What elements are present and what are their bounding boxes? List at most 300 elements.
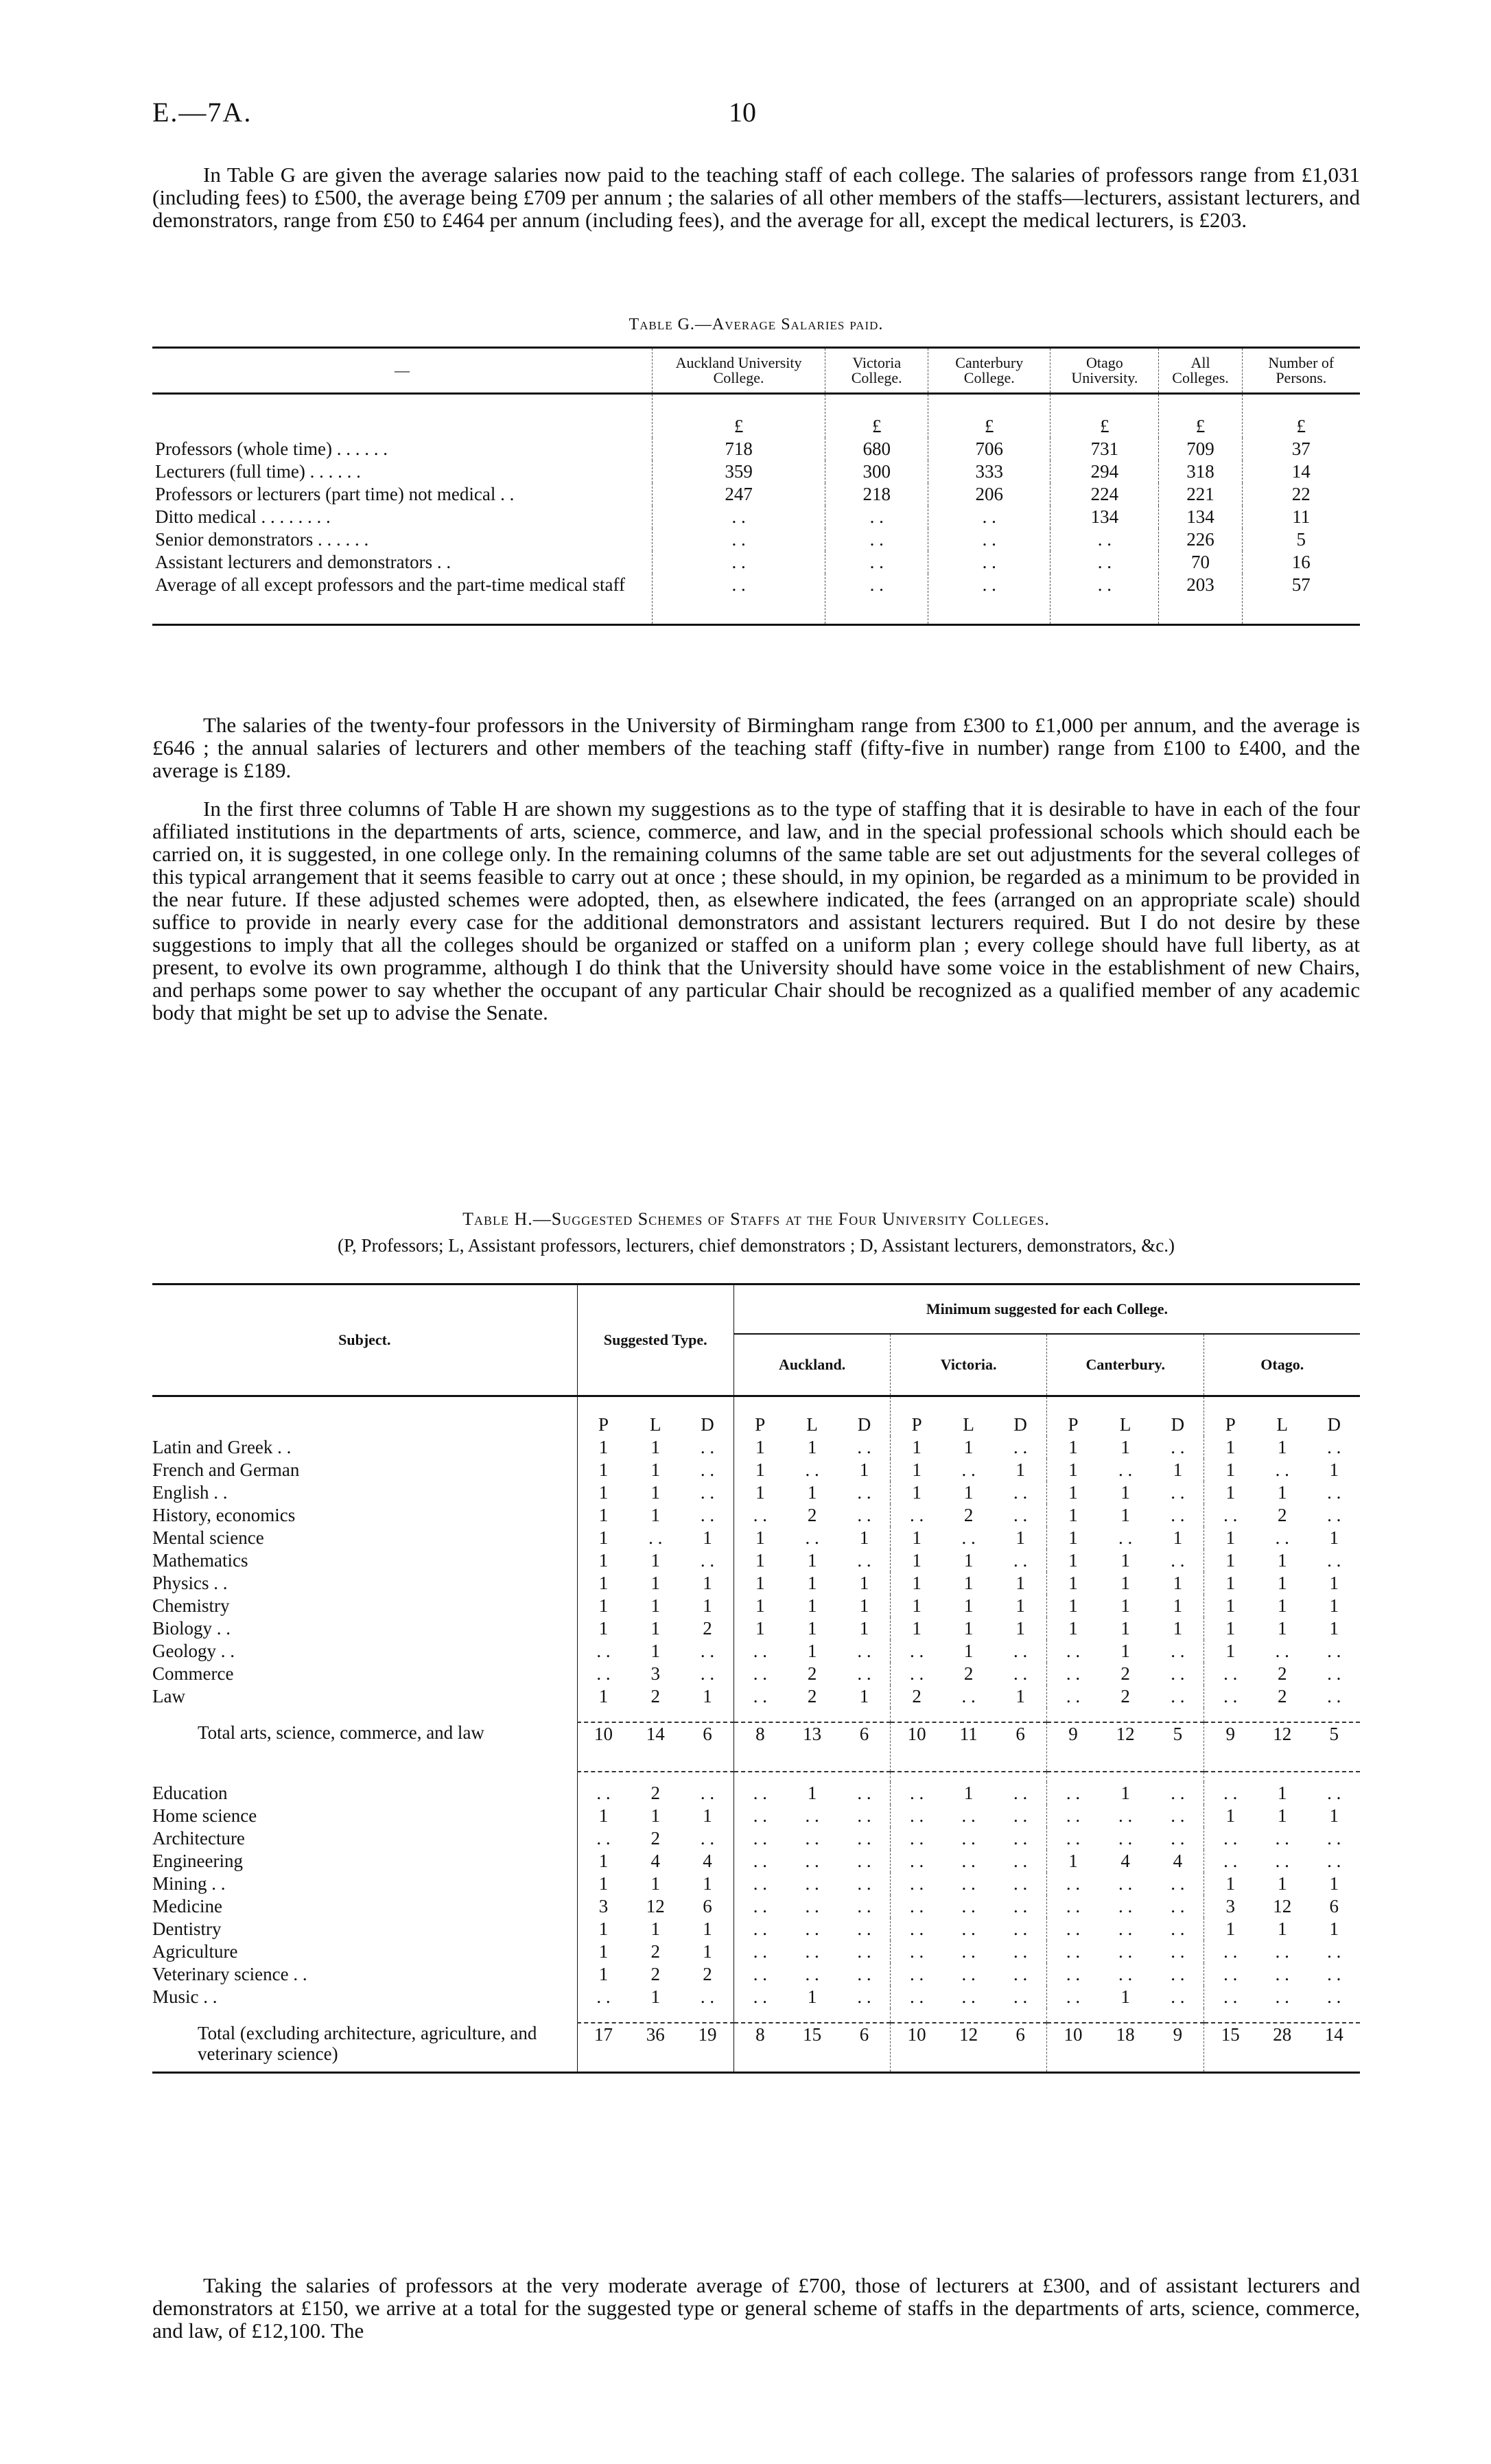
staff-count: . . — [857, 1941, 871, 1962]
staff-count: . . — [753, 1896, 767, 1916]
row-label — [152, 1772, 577, 1782]
staff-count: . . — [1327, 1851, 1341, 1871]
staff-count: . . — [961, 1851, 976, 1871]
staff-count: 1 — [912, 1595, 921, 1616]
paragraph-salary-totals: Taking the salaries of professors at the very moderate average of £700, those of lecturers at £300, and of assistant lecturers and demonstrators at £150, we arrive at a total for the suggested type or general scheme of staffs in the departments of arts, science, commerce, and law, of £12,100. The — [152, 2273, 1360, 2343]
staff-count: . . — [857, 1482, 871, 1503]
staff-count: 1 — [598, 1505, 609, 1525]
staff-count: 2 — [912, 1686, 921, 1706]
staff-count: 1 — [650, 1986, 660, 2007]
pld-label: L — [1276, 1414, 1288, 1435]
staff-count: 1 — [1225, 1527, 1235, 1548]
staff-count: 1 — [807, 1618, 817, 1639]
row-label: Mining . . — [152, 1873, 226, 1894]
table-row — [152, 1963, 1360, 1986]
staff-count: 1 — [963, 1437, 974, 1457]
staff-count: . . — [1223, 1686, 1238, 1706]
staff-count: . . — [1118, 1828, 1133, 1849]
staff-count: 1 — [1173, 1459, 1183, 1480]
staff-count: . . — [1066, 1896, 1081, 1916]
staff-count: 1 — [1015, 1595, 1025, 1616]
staff-count: . . — [961, 1459, 976, 1480]
staff-count: 1 — [1329, 1805, 1339, 1826]
staff-count: 1 — [1173, 1527, 1183, 1548]
staff-count: 1 — [1329, 1459, 1339, 1480]
staff-count: . . — [1275, 1828, 1289, 1849]
paragraph-table-h-intro: In the first three columns of Table H are shown my suggestions as to the type of staffing that it is desirable to have in each of the four affiliated institutions in the departments of arts, science, commerce, and law, and in the special professional schools which should each be carried on, it is suggested, in one college only. In the remaining columns of the same table are set out adjustments for the several colleges of this typical arrangement that it seems feasible to carry out at once ; these should, in my opinion, be regarded as a minimum to be provided in the near future. If these adjusted schemes were adopted, then, as elsewhere indicated, the fees (arranged on an appropriate scale) should suffice to provide in nearly every case for the additional demonstrators and assistant lecturers required. But I do not desire by these suggestions to imply that all the colleges should be organized or staffed on a uniform plan ; every college should have full liberty, as at present, to evolve its own programme, although I do think that the University should have some voice in the establishment of new Chairs, and perhaps some power to say whether the occupant of any particular Chair should be recognized as a qualified member of any academic body that might be set up to advise the Senate. — [152, 797, 1360, 1024]
staff-count: 1 — [1068, 1573, 1078, 1593]
staff-count: 1 — [963, 1618, 974, 1639]
staff-count: 2 — [650, 1783, 660, 1803]
staff-count: 1 — [650, 1573, 660, 1593]
staff-count: . . — [1275, 1851, 1289, 1871]
staff-count: . . — [1066, 1783, 1081, 1803]
table-row — [152, 1549, 1360, 1572]
row-label: Engineering — [152, 1851, 243, 1871]
staff-count: . . — [1275, 1986, 1289, 2007]
staff-count: 14 — [1324, 2024, 1343, 2045]
staff-count: 1 — [1120, 1482, 1130, 1503]
staff-count: 1 — [650, 1459, 660, 1480]
row-label: Chemistry — [152, 1595, 230, 1616]
row-label — [152, 1708, 577, 1722]
row-label: Biology . . — [152, 1618, 231, 1639]
table-row: Assistant lecturers and demonstrators . . . . . . . . . . 70 16 — [152, 551, 1360, 574]
staff-count: . . — [857, 1964, 871, 1984]
pld-label: P — [598, 1414, 609, 1435]
staff-count: 1 — [703, 1527, 712, 1548]
staff-count: . . — [910, 1805, 924, 1826]
staff-count: 1 — [1015, 1459, 1025, 1480]
staff-count: . . — [1118, 1527, 1133, 1548]
staff-count: 1 — [1068, 1550, 1078, 1571]
staff-count: . . — [753, 1663, 767, 1684]
table-g-header-victoria: Victoria College. — [825, 348, 928, 394]
staff-count: 1 — [1329, 1873, 1339, 1894]
staff-count: . . — [596, 1641, 611, 1661]
staff-count: 6 — [703, 1896, 712, 1916]
staff-count: 1 — [703, 1941, 712, 1962]
staff-count: 1 — [963, 1550, 974, 1571]
staff-count: 9 — [1225, 1724, 1235, 1744]
staff-count: 1 — [755, 1595, 765, 1616]
staff-count: 1 — [1225, 1482, 1235, 1503]
row-label: Veterinary science . . — [152, 1964, 307, 1984]
staff-count: . . — [1013, 1986, 1028, 2007]
staff-count: 1 — [807, 1595, 817, 1616]
staff-count: 1 — [912, 1482, 921, 1503]
staff-count: 1 — [807, 1986, 817, 2007]
staff-count: . . — [1223, 1986, 1238, 2007]
staff-count: . . — [753, 1941, 767, 1962]
pld-label: D — [857, 1414, 871, 1435]
table-g-units-row: £ £ £ £ £ £ — [152, 394, 1360, 438]
staff-count: 1 — [859, 1573, 869, 1593]
staff-count: . . — [1171, 1641, 1185, 1661]
staff-count: . . — [648, 1527, 663, 1548]
staff-count: . . — [805, 1896, 819, 1916]
staff-count: . . — [857, 1663, 871, 1684]
staff-count: . . — [753, 1964, 767, 1984]
staff-count: 6 — [1015, 1724, 1025, 1744]
staff-count: . . — [857, 1919, 871, 1939]
staff-count: 1 — [598, 1573, 609, 1593]
staff-count: . . — [753, 1641, 767, 1661]
staff-count: 15 — [1221, 2024, 1240, 2045]
staff-count: 1 — [703, 1686, 712, 1706]
staff-count: . . — [1171, 1783, 1185, 1803]
staff-count: 10 — [907, 1724, 926, 1744]
row-label: Education — [152, 1783, 228, 1803]
paragraph-table-g-intro: In Table G are given the average salaries now paid to the teaching staff of each college. The salaries of professors range from £1,031 (including fees) to £500, the average being £709 per annum ; the salaries of all other members of the staffs—lecturers, assistant lecturers, and demonstrators, range from £50 to £464 per annum (including fees), and the average for all, except the medical lecturers, is £203. — [152, 163, 1360, 232]
staff-count: 1 — [1329, 1618, 1339, 1639]
staff-count: . . — [700, 1437, 715, 1457]
staff-count: 1 — [598, 1851, 609, 1871]
pld-label: L — [650, 1414, 661, 1435]
staff-count: 1 — [1277, 1919, 1287, 1939]
row-label: Geology . . — [152, 1641, 235, 1661]
staff-count: . . — [700, 1663, 715, 1684]
staff-count: 1 — [1015, 1527, 1025, 1548]
staff-count: 2 — [703, 1618, 712, 1639]
staff-count: . . — [1327, 1505, 1341, 1525]
table-h-header-victoria: Victoria. — [891, 1334, 1047, 1396]
staff-count: 4 — [650, 1851, 660, 1871]
staff-count: 19 — [698, 2024, 717, 2045]
staff-count: 1 — [1225, 1618, 1235, 1639]
staff-count: 1 — [755, 1550, 765, 1571]
table-g — [152, 347, 1360, 626]
staff-count: 1 — [963, 1641, 974, 1661]
staff-count: 2 — [1120, 1686, 1130, 1706]
staff-count: 1 — [1277, 1482, 1287, 1503]
pld-label: P — [911, 1414, 922, 1435]
staff-count: . . — [961, 1964, 976, 1984]
paragraph-birmingham: The salaries of the twenty-four professors in the University of Birmingham range from £300 to £1,000 per annum, and the average is £646 ; the annual salaries of lecturers and other members of the teaching staff (fifty-five in number) range from £100 to £400, and the average is £189. — [152, 713, 1360, 782]
staff-count: 1 — [1173, 1573, 1183, 1593]
staff-count: 9 — [1068, 1724, 1078, 1744]
table-h-header-otago: Otago. — [1204, 1334, 1360, 1396]
staff-count: 1 — [807, 1783, 817, 1803]
staff-count: . . — [700, 1550, 715, 1571]
staff-count: 1 — [1068, 1527, 1078, 1548]
staff-count: 2 — [703, 1964, 712, 1984]
staff-count: 1 — [807, 1573, 817, 1593]
staff-count: 2 — [650, 1686, 660, 1706]
row-label: History, economics — [152, 1505, 296, 1525]
staff-count: . . — [910, 1941, 924, 1962]
staff-count: . . — [1171, 1986, 1185, 2007]
staff-count: 1 — [1225, 1641, 1235, 1661]
table-row — [152, 1640, 1360, 1663]
staff-count: 2 — [807, 1663, 817, 1684]
staff-count: . . — [1013, 1896, 1028, 1916]
staff-count: 1 — [912, 1527, 921, 1548]
table-g-header-auckland: Auckland University College. — [653, 348, 825, 394]
staff-count: 12 — [959, 2024, 978, 2045]
table-g-header-persons: Number of Persons. — [1242, 348, 1360, 394]
table-row — [152, 1827, 1360, 1850]
staff-count: . . — [1171, 1805, 1185, 1826]
staff-count: 2 — [650, 1941, 660, 1962]
staff-count: 2 — [1277, 1686, 1287, 1706]
staff-count: . . — [1275, 1964, 1289, 1984]
staff-count: 1 — [1068, 1851, 1078, 1871]
staff-count: 1 — [1120, 1641, 1130, 1661]
staff-count: . . — [1171, 1663, 1185, 1684]
staff-count: 1 — [650, 1505, 660, 1525]
staff-count: 1 — [1329, 1919, 1339, 1939]
staff-count: . . — [1118, 1964, 1133, 1984]
table-row — [152, 1940, 1360, 1963]
staff-count: 5 — [1173, 1724, 1183, 1744]
pld-label: P — [755, 1414, 766, 1435]
staff-count: 2 — [1120, 1663, 1130, 1684]
staff-count: 1 — [1277, 1550, 1287, 1571]
row-label: Latin and Greek . . — [152, 1437, 292, 1457]
table-row — [152, 1481, 1360, 1504]
table-g-header-canterbury: Canterbury College. — [928, 348, 1050, 394]
staff-count: . . — [857, 1641, 871, 1661]
staff-count: . . — [961, 1919, 976, 1939]
table-h — [152, 1283, 1360, 2074]
row-label: Commerce — [152, 1663, 234, 1684]
staff-count: . . — [1013, 1783, 1028, 1803]
row-label: Architecture — [152, 1828, 245, 1849]
staff-count: 1 — [912, 1437, 921, 1457]
staff-count: 1 — [1277, 1873, 1287, 1894]
staff-count: 1 — [1329, 1527, 1339, 1548]
page-number: 10 — [729, 97, 756, 128]
staff-count: 1 — [1225, 1805, 1235, 1826]
staff-count: 1 — [963, 1595, 974, 1616]
staff-count: . . — [910, 1964, 924, 1984]
staff-count: 1 — [1068, 1482, 1078, 1503]
staff-count: . . — [961, 1873, 976, 1894]
staff-count: 1 — [963, 1573, 974, 1593]
staff-count: 1 — [598, 1459, 609, 1480]
staff-count: . . — [910, 1851, 924, 1871]
staff-count: 10 — [594, 1724, 613, 1744]
staff-count: . . — [961, 1941, 976, 1962]
staff-count: 12 — [1116, 1724, 1135, 1744]
staff-count: . . — [1013, 1437, 1028, 1457]
staff-count: . . — [753, 1986, 767, 2007]
staff-count: 1 — [912, 1618, 921, 1639]
staff-count: 1 — [650, 1550, 660, 1571]
staff-count: . . — [1066, 1805, 1081, 1826]
staff-count: 1 — [755, 1482, 765, 1503]
table-row: Lecturers (full time) . . . . . . 359 300 333 294 318 14 — [152, 460, 1360, 483]
staff-count: . . — [753, 1505, 767, 1525]
staff-count: 1 — [755, 1459, 765, 1480]
staff-count: 1 — [1225, 1873, 1235, 1894]
staff-count: . . — [1171, 1686, 1185, 1706]
staff-count: . . — [1327, 1986, 1341, 2007]
staff-count: 1 — [1120, 1986, 1130, 2007]
staff-count: . . — [1013, 1964, 1028, 1984]
staff-count: 1 — [1120, 1618, 1130, 1639]
staff-count: 1 — [598, 1482, 609, 1503]
staff-count: . . — [857, 1873, 871, 1894]
table-row — [152, 1782, 1360, 1805]
staff-count: . . — [1118, 1919, 1133, 1939]
total-row — [152, 2023, 1360, 2073]
staff-count: . . — [1223, 1828, 1238, 1849]
staff-count: 1 — [598, 1686, 609, 1706]
staff-count: . . — [700, 1986, 715, 2007]
staff-count: 1 — [1068, 1618, 1078, 1639]
staff-count: . . — [1327, 1437, 1341, 1457]
staff-count: 3 — [1225, 1896, 1235, 1916]
table-h-header-auckland: Auckland. — [733, 1334, 890, 1396]
pld-label: D — [1327, 1414, 1341, 1435]
row-label: Law — [152, 1686, 185, 1706]
table-row — [152, 1805, 1360, 1827]
staff-count: . . — [1223, 1964, 1238, 1984]
table-row — [152, 1663, 1360, 1685]
table-row: Professors (whole time) . . . . . . 718 680 706 731 709 37 — [152, 438, 1360, 460]
staff-count: 2 — [807, 1505, 817, 1525]
staff-count: 1 — [1225, 1573, 1235, 1593]
staff-count: 6 — [703, 1724, 712, 1744]
staff-count: . . — [596, 1828, 611, 1849]
staff-count: . . — [910, 1663, 924, 1684]
staff-count: . . — [805, 1873, 819, 1894]
table-h-header-suggested-type: Suggested Type. — [577, 1284, 733, 1396]
staff-count: 1 — [1120, 1437, 1130, 1457]
staff-count: . . — [857, 1783, 871, 1803]
staff-count: . . — [753, 1851, 767, 1871]
staff-count: 1 — [1015, 1618, 1025, 1639]
table-row — [152, 1685, 1360, 1708]
table-row — [152, 1572, 1360, 1595]
staff-count: . . — [1327, 1783, 1341, 1803]
staff-count: . . — [1013, 1805, 1028, 1826]
staff-count: . . — [857, 1505, 871, 1525]
row-label: Total arts, science, commerce, and law — [198, 1722, 484, 1743]
staff-count: 6 — [859, 2024, 869, 2045]
staff-count: 1 — [1225, 1550, 1235, 1571]
staff-count: . . — [1327, 1550, 1341, 1571]
staff-count: . . — [596, 1783, 611, 1803]
staff-count: 1 — [755, 1527, 765, 1548]
staff-count: 1 — [650, 1873, 660, 1894]
staff-count: . . — [805, 1459, 819, 1480]
staff-count: 15 — [803, 2024, 822, 2045]
staff-count: 1 — [859, 1595, 869, 1616]
staff-count: 12 — [1273, 1724, 1292, 1744]
staff-count: 1 — [859, 1618, 869, 1639]
staff-count: 4 — [1120, 1851, 1130, 1871]
staff-count: . . — [596, 1986, 611, 2007]
staff-count: 1 — [1068, 1437, 1078, 1457]
staff-count: 1 — [598, 1805, 609, 1826]
staff-count: . . — [1013, 1641, 1028, 1661]
staff-count: 1 — [1120, 1550, 1130, 1571]
staff-count: . . — [1066, 1964, 1081, 1984]
staff-count: 1 — [650, 1595, 660, 1616]
staff-count: 1 — [703, 1573, 712, 1593]
staff-count: 1 — [598, 1527, 609, 1548]
table-row — [152, 1527, 1360, 1549]
pld-label: L — [1119, 1414, 1131, 1435]
staff-count: . . — [1013, 1828, 1028, 1849]
table-row — [152, 2008, 1360, 2023]
staff-count: 14 — [646, 1724, 665, 1744]
staff-count: . . — [700, 1505, 715, 1525]
pld-label: L — [963, 1414, 974, 1435]
table-row — [152, 1772, 1360, 1782]
row-label: English . . — [152, 1482, 228, 1503]
staff-count: . . — [805, 1805, 819, 1826]
staff-count: 18 — [1116, 2024, 1135, 2045]
staff-count: . . — [753, 1686, 767, 1706]
table-row: Average of all except professors and the part-time medical staff . . . . . . . . 203 57 — [152, 574, 1360, 625]
staff-count: . . — [1171, 1896, 1185, 1916]
staff-count: . . — [1171, 1964, 1185, 1984]
staff-count: . . — [1066, 1663, 1081, 1684]
staff-count: . . — [1066, 1828, 1081, 1849]
staff-count: 1 — [859, 1527, 869, 1548]
table-row — [152, 1850, 1360, 1873]
staff-count: 12 — [1273, 1896, 1292, 1916]
staff-count: . . — [1013, 1941, 1028, 1962]
staff-count: . . — [1013, 1851, 1028, 1871]
staff-count: . . — [700, 1482, 715, 1503]
staff-count: . . — [700, 1783, 715, 1803]
row-label: Dentistry — [152, 1919, 222, 1939]
staff-count: 1 — [859, 1459, 869, 1480]
staff-count: 1 — [598, 1550, 609, 1571]
staff-count: 1 — [598, 1941, 609, 1962]
row-label: Physics . . — [152, 1573, 228, 1593]
staff-count: . . — [1118, 1805, 1133, 1826]
staff-count: 1 — [963, 1783, 974, 1803]
row-label: Home science — [152, 1805, 257, 1826]
staff-count: 1 — [1120, 1505, 1130, 1525]
staff-count: 1 — [650, 1437, 660, 1457]
staff-count: 1 — [807, 1482, 817, 1503]
staff-count: . . — [805, 1851, 819, 1871]
staff-count: 1 — [912, 1459, 921, 1480]
staff-count: 1 — [1277, 1595, 1287, 1616]
staff-count: . . — [1327, 1641, 1341, 1661]
staff-count: 1 — [807, 1437, 817, 1457]
staff-count: . . — [596, 1663, 611, 1684]
staff-count: 1 — [598, 1437, 609, 1457]
staff-count: 1 — [1015, 1573, 1025, 1593]
staff-count: 1 — [1068, 1459, 1078, 1480]
staff-count: . . — [700, 1828, 715, 1849]
staff-count: . . — [1223, 1663, 1238, 1684]
staff-count: . . — [1066, 1641, 1081, 1661]
staff-count: 2 — [650, 1964, 660, 1984]
staff-count: . . — [805, 1527, 819, 1548]
staff-count: . . — [1171, 1919, 1185, 1939]
staff-count: 1 — [703, 1805, 712, 1826]
staff-count: 1 — [1225, 1437, 1235, 1457]
staff-count: . . — [857, 1805, 871, 1826]
table-row — [152, 1918, 1360, 1940]
page-header — [152, 96, 1360, 137]
staff-count: 1 — [1120, 1595, 1130, 1616]
staff-count: . . — [910, 1986, 924, 2007]
staff-count: 1 — [598, 1618, 609, 1639]
staff-count: . . — [1275, 1941, 1289, 1962]
staff-count: 1 — [598, 1964, 609, 1984]
staff-count: . . — [910, 1505, 924, 1525]
